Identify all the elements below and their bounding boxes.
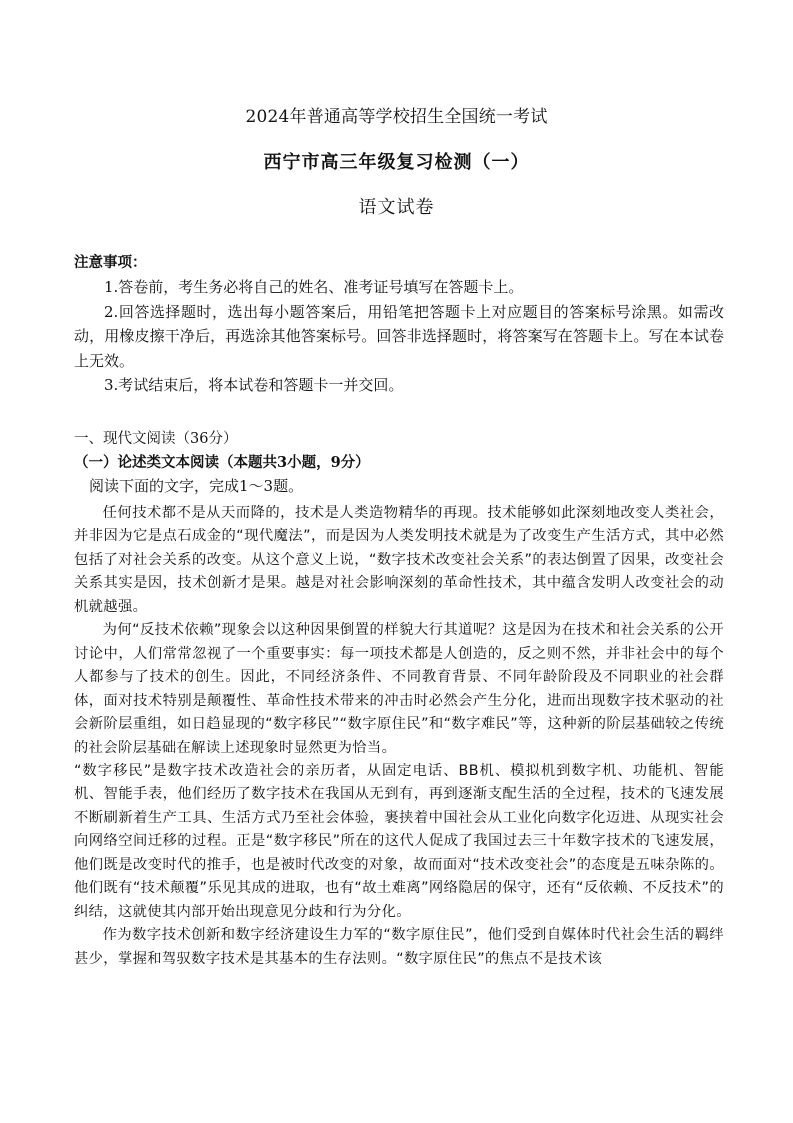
section-title: 一、现代文阅读（36分） [74, 431, 238, 447]
subject-title: 语文试卷 [358, 197, 435, 218]
section-block [74, 428, 724, 498]
exam-header [0, 104, 793, 222]
subsection-title: （一）论述类文本阅读（本题共3小题，9分） [74, 454, 370, 471]
passage-paragraph-3: “数字移民”是数字技术改造社会的亲历者，从固定电话、BB机、模拟机到数字机、功能机、智能机、智能手表，他们经历了数字技术在我国从无到有，再到逐渐支配生活的全过程，技术的飞速发展不断刷新着生产工具、生活方式乃至社会体验，裹挟着中国社会从工业化向数字化迈进、从现实社会向网络空间迁移的过程。正是“数字移民”所在的这代人促成了我国过去三十年数字技术的飞速发展，他们既是改变时代的推手，也是被时代改变的对象，故而面对“技术改变社会”的态度是五味杂陈的。他们既有“技术颠覆”乐见其成的进取，也有“故土难离”网络隐居的保守，还有“反依赖、不反技术”的纠结，这就使其内部开始出现意见分歧和行为分化。 [74, 762, 724, 920]
passage-paragraph-4: 作为数字技术创新和数字经济建设生力军的“数字原住民”，他们受到自媒体时代社会生活的羁绊甚少，掌握和驾驭数字技术是其基本的生存法则。“数字原住民”的焦点不是技术该 [74, 927, 724, 967]
passage-paragraph-1: 任何技术都不是从天而降的，技术是人类造物精华的再现。技术能够如此深刻地改变人类社会，并非因为它是点石成金的“现代魔法”，而是因为人类发明技术就是为了改变生产生活方式，其中必然包括了对社会关系的改变。从这个意义上说，“数字技术改变社会关系”的表达倒置了因果，改变社会关系其实是因，技术创新才是果。越是对社会影响深刻的革命性技术，其中蕴含发明人改变社会的动机就越强。 [74, 505, 724, 615]
notes-heading: 注意事项： [74, 254, 147, 271]
notes-block [74, 252, 724, 398]
exam-line: 2024年普通高等学校招生全国统一考试 [245, 107, 548, 127]
reading-passage [74, 502, 724, 971]
page-title: 西宁市高三年级复习检测（一） [263, 152, 530, 173]
passage-paragraph-2: 为何“反技术依赖”现象会以这种因果倒置的样貌大行其道呢？这是因为在技术和社会关系的公开讨论中，人们常常忽视了一个重要事实：每一项技术都是人创造的，反之则不然，并非社会中的每个人都参与了技术的创生。因此，不同经济条件、不同教育背景、不同年龄阶段及不同职业的社会群体，面对技术特别是颠覆性、革命性技术带来的冲击时必然会产生分化，进而出现数字技术驱动的社会新阶层重组，如日趋显现的“数字移民”“数字原住民”和“数字难民”等，这种新的阶层基础较之传统的社会阶层基础在解读上述现象时显然更为恰当。 [74, 622, 724, 756]
note-item-1: 1.答卷前，考生务必将自己的姓名、准考证号填写在答题卡上。 [104, 278, 524, 296]
note-item-2: 2.回答选择题时，选出每小题答案后，用铅笔把答题卡上对应题目的答案标号涂黑。如需改动，用橡皮擦干净后，再选涂其他答案标号。回答非选择题时，将答案写在答题卡上。写在本试卷上无效。 [74, 302, 724, 370]
reading-instruction: 阅读下面的文字，完成1～3题。 [89, 477, 304, 495]
note-item-3: 3.考试结束后，将本试卷和答题卡一并交回。 [104, 376, 404, 394]
